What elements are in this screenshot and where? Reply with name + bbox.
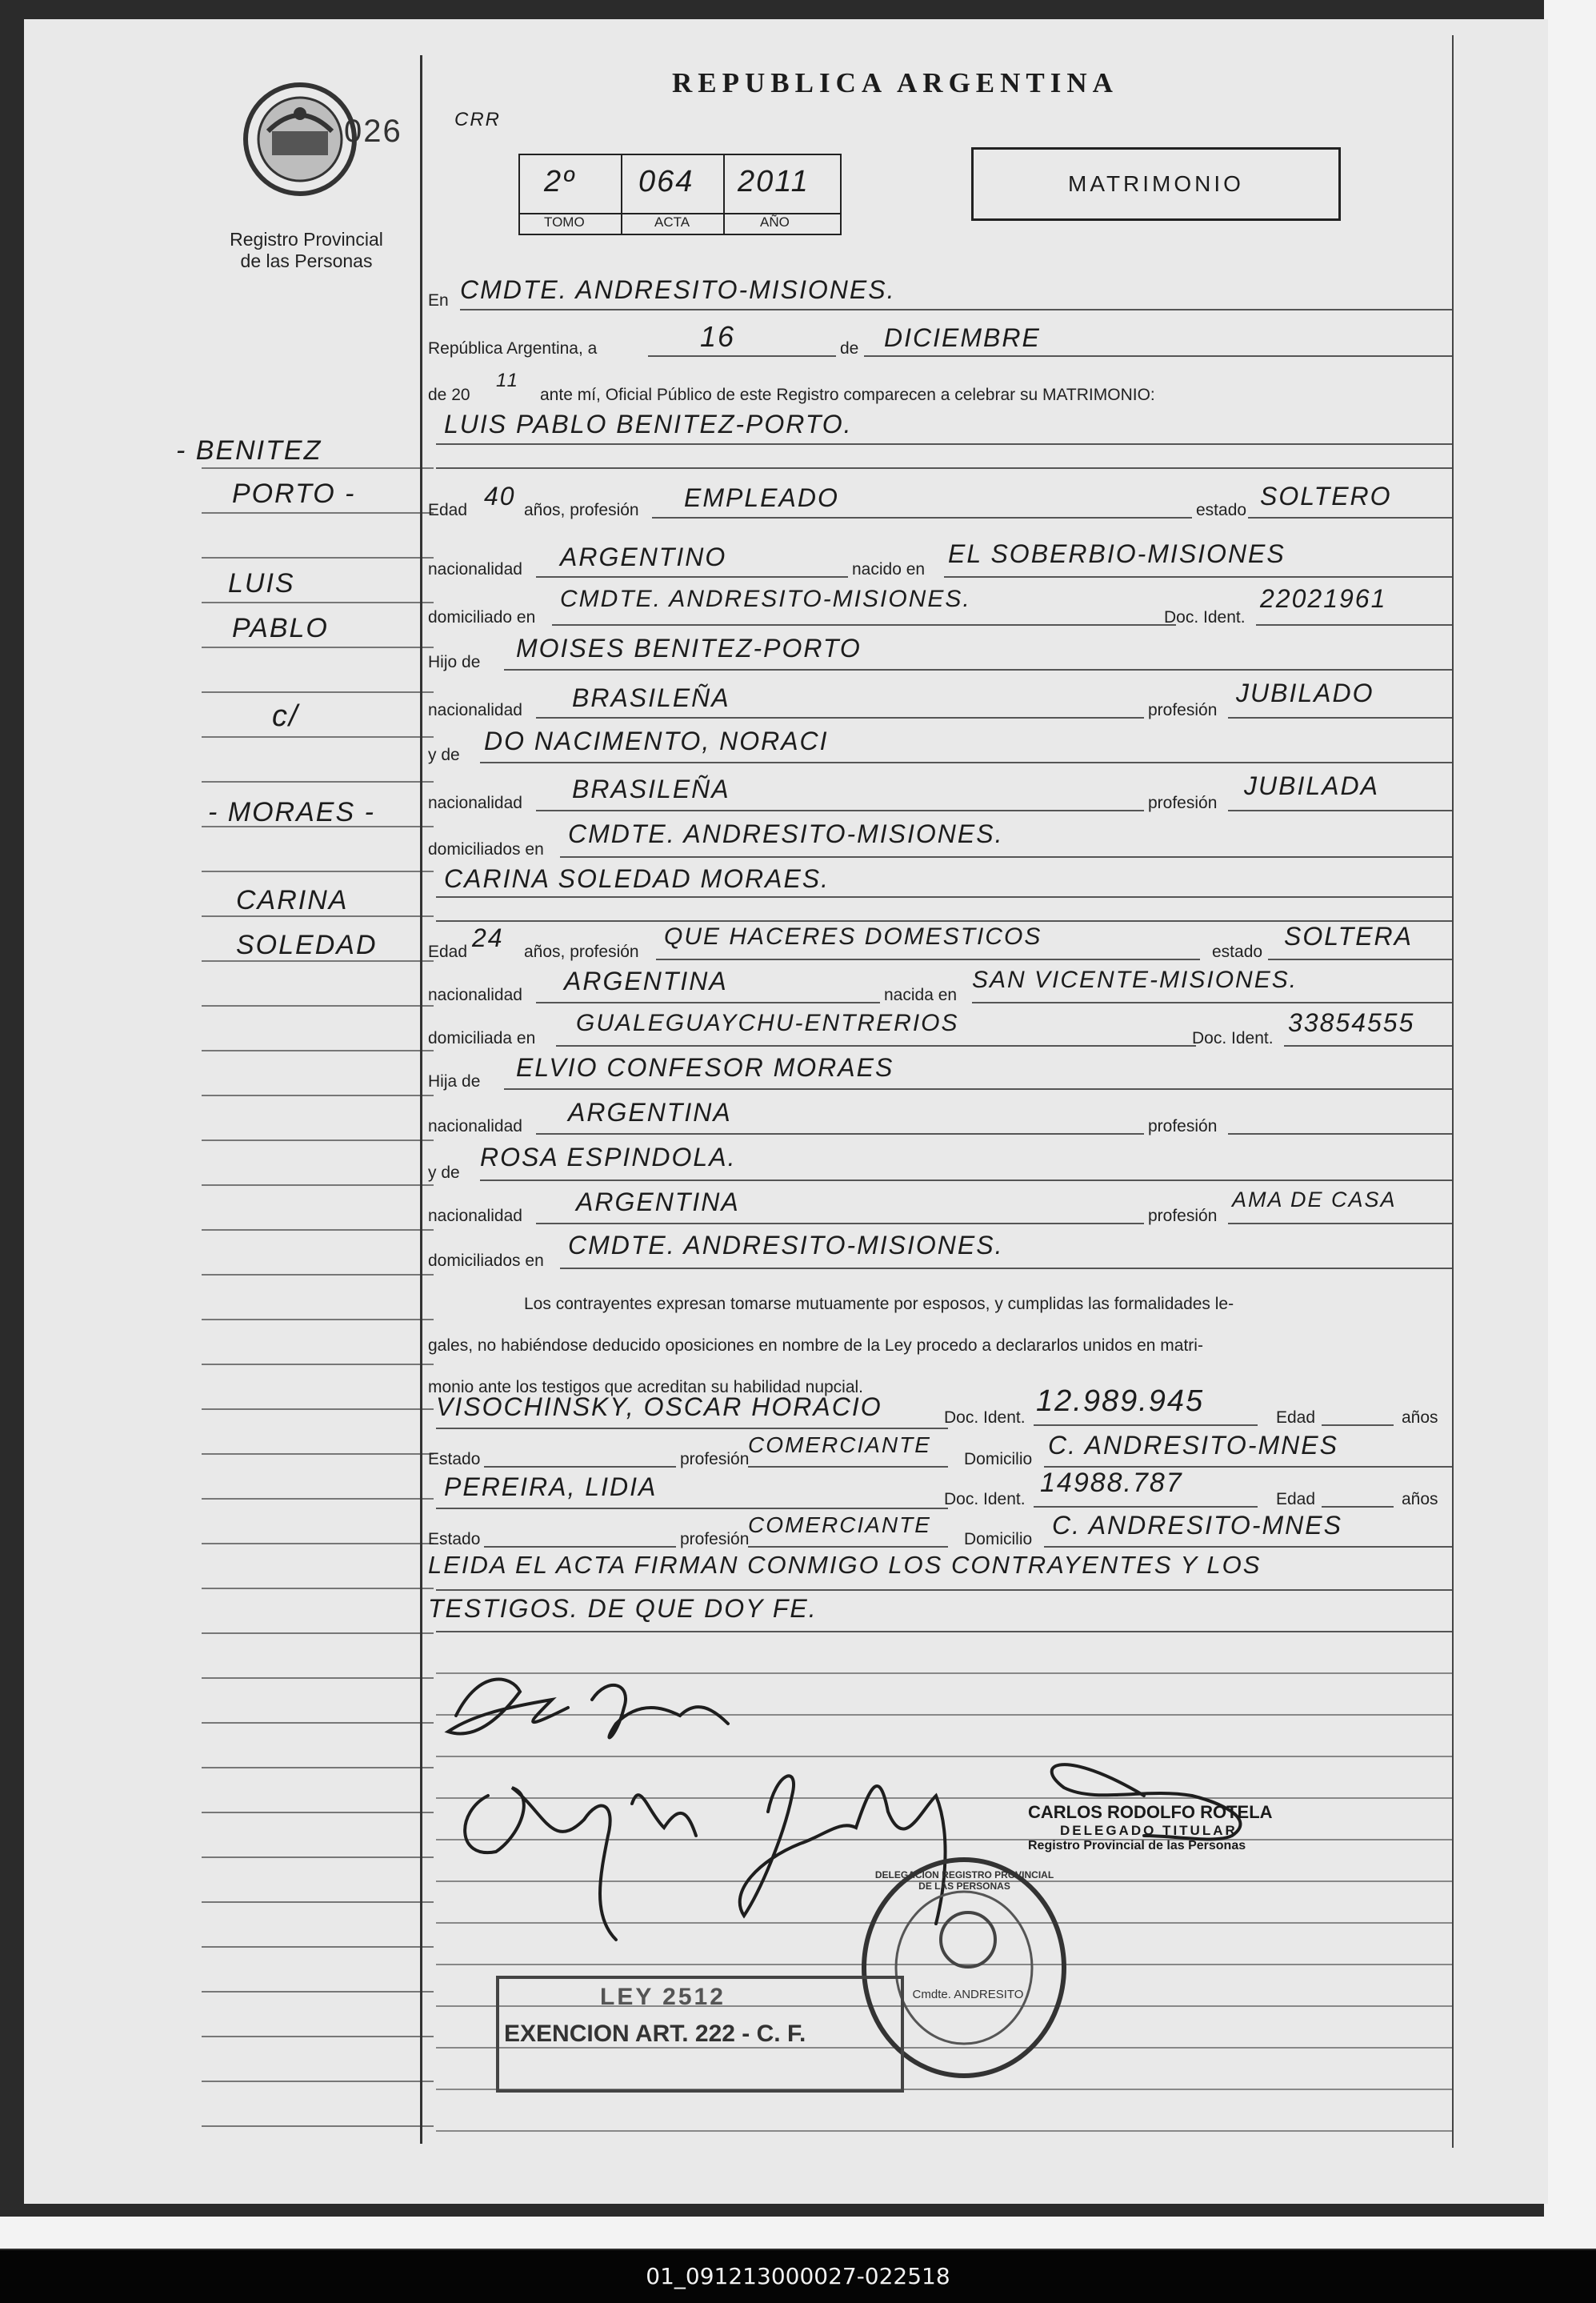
round-stamp-ring-text: DELEGACION REGISTRO PROVINCIAL DE LAS PERSONAS xyxy=(874,1869,1054,1892)
bride-address: GUALEGUAYCHU-ENTRERIOS xyxy=(576,1010,959,1036)
document-page xyxy=(24,19,1548,2204)
exemption-text: EXENCION ART. 222 - C. F. xyxy=(504,2021,806,2047)
exemption-stamp xyxy=(496,1976,904,2093)
label-anios-profesion: años, profesión xyxy=(524,501,639,519)
label-y-de: y de xyxy=(428,1164,460,1182)
groom-mother: DO NACIMENTO, NORACI xyxy=(484,727,829,755)
groom-mother-profession: JUBILADA xyxy=(1244,771,1379,800)
groom-name: LUIS PABLO BENITEZ-PORTO. xyxy=(444,410,853,439)
witness-1-address: C. ANDRESITO-MNES xyxy=(1048,1431,1338,1460)
label-profesion: profesión xyxy=(1148,1207,1218,1225)
officer-stamp xyxy=(1028,1802,1273,1853)
margin-note-8: SOLEDAD xyxy=(236,930,378,960)
margin-separator xyxy=(420,55,422,2144)
bride-mother-profession: AMA DE CASA xyxy=(1232,1188,1397,1212)
label-profesion: profesión xyxy=(1148,1117,1218,1135)
witness-2-document: 14988.787 xyxy=(1040,1468,1183,1498)
witness-2-address: C. ANDRESITO-MNES xyxy=(1052,1511,1342,1540)
act-month: DICIEMBRE xyxy=(884,323,1041,352)
officer-name: CARLOS RODOLFO ROTELA xyxy=(1028,1802,1273,1822)
label-ante-mi: ante mí, Oficial Público de este Registro comparecen a celebrar su MATRIMONIO: xyxy=(540,386,1155,404)
act-place: CMDTE. ANDRESITO-MISIONES. xyxy=(460,275,896,304)
label-estado: estado xyxy=(1196,501,1247,519)
record-number-box xyxy=(518,154,842,235)
scan-footer-code: 01_091213000027-022518 xyxy=(0,2250,1596,2303)
label-nacionalidad: nacionalidad xyxy=(428,701,522,719)
groom-marital-status: SOLTERO xyxy=(1260,482,1392,511)
margin-note-1: - BENITEZ xyxy=(176,435,322,466)
label-hijo-de: Hijo de xyxy=(428,653,481,671)
margin-note-2: PORTO - xyxy=(232,479,356,509)
exemption-law: LEY 2512 xyxy=(600,1984,726,2010)
label-nacido-en: nacido en xyxy=(852,560,926,579)
anio-value: 2011 xyxy=(738,165,810,198)
statement-line-1: Los contrayentes expresan tomarse mutuamente por esposos, y cumplidas las formalidades le- xyxy=(524,1295,1234,1313)
label-domiciliado-en: domiciliado en xyxy=(428,608,536,627)
bride-nationality: ARGENTINA xyxy=(564,967,728,995)
act-day: 16 xyxy=(700,320,736,353)
groom-nationality: ARGENTINO xyxy=(560,543,727,571)
label-domiciliados-en: domiciliados en xyxy=(428,1252,544,1270)
label-profesion: profesión xyxy=(680,1530,750,1548)
groom-age: 40 xyxy=(484,482,516,511)
bride-marital-status: SOLTERA xyxy=(1284,922,1413,951)
groom-address: CMDTE. ANDRESITO-MISIONES. xyxy=(560,586,971,612)
bride-name: CARINA SOLEDAD MORAES. xyxy=(444,864,830,893)
label-edad: Edad xyxy=(428,943,468,961)
label-edad: Edad xyxy=(1276,1408,1316,1427)
label-hija-de: Hija de xyxy=(428,1072,481,1091)
label-nacida-en: nacida en xyxy=(884,986,958,1004)
margin-note-7: CARINA xyxy=(236,885,349,915)
label-anios: años xyxy=(1402,1490,1438,1508)
label-profesion: profesión xyxy=(1148,794,1218,812)
label-domicilio: Domicilio xyxy=(964,1450,1033,1468)
registry-name: Registro Provincial de las Personas xyxy=(230,229,383,271)
margin-note-5: c/ xyxy=(272,699,299,733)
label-doc-ident: Doc. Ident. xyxy=(944,1408,1026,1427)
groom-father-nationality: BRASILEÑA xyxy=(572,683,730,712)
act-year-suffix: 11 xyxy=(496,370,519,391)
label-nacionalidad: nacionalidad xyxy=(428,794,522,812)
groom-birthplace: EL SOBERBIO-MISIONES xyxy=(948,539,1286,568)
label-edad: Edad xyxy=(1276,1490,1316,1508)
label-estado: Estado xyxy=(428,1450,481,1468)
label-estado: estado xyxy=(1212,943,1263,961)
witness-1-name: VISOCHINSKY, OSCAR HORACIO xyxy=(436,1392,882,1421)
label-nacionalidad: nacionalidad xyxy=(428,560,522,579)
label-republica: República Argentina, a xyxy=(428,339,598,358)
label-domicilio: Domicilio xyxy=(964,1530,1033,1548)
label-y-de: y de xyxy=(428,746,460,764)
closing-line-2: TESTIGOS. DE QUE DOY FE. xyxy=(428,1594,818,1623)
bride-document: 33854555 xyxy=(1288,1008,1415,1037)
groom-profession: EMPLEADO xyxy=(684,483,839,512)
bride-mother-nationality: ARGENTINA xyxy=(576,1188,740,1216)
margin-note-3: LUIS xyxy=(228,568,295,599)
witness-1-profession: COMERCIANTE xyxy=(748,1432,931,1457)
country-title: REPUBLICA ARGENTINA xyxy=(672,67,1118,98)
round-stamp-inner-text: Cmdte. ANDRESITO xyxy=(912,1988,1024,2001)
tomo-label: TOMO xyxy=(544,214,585,230)
page-bottom-edge xyxy=(0,2217,1596,2249)
label-edad: Edad xyxy=(428,501,468,519)
acta-value: 064 xyxy=(638,165,694,198)
label-nacionalidad: nacionalidad xyxy=(428,1117,522,1135)
label-domiciliada-en: domiciliada en xyxy=(428,1029,536,1047)
groom-mother-nationality: BRASILEÑA xyxy=(572,775,730,803)
act-type-box xyxy=(971,147,1341,221)
closing-line-1: LEIDA EL ACTA FIRMAN CONMIGO LOS CONTRAYENTES Y LOS xyxy=(428,1551,1262,1579)
statement-line-3: monio ante los testigos que acreditan su habilidad nupcial. xyxy=(428,1378,864,1396)
label-anios-profesion: años, profesión xyxy=(524,943,639,961)
tomo-value: 2º xyxy=(544,165,576,198)
margin-note-6: - MORAES - xyxy=(208,797,375,827)
bride-parents-address: CMDTE. ANDRESITO-MISIONES. xyxy=(568,1231,1004,1260)
label-doc-ident: Doc. Ident. xyxy=(1164,608,1246,627)
label-anios: años xyxy=(1402,1408,1438,1427)
stamp-number: 026 xyxy=(344,114,402,149)
bride-father-nationality: ARGENTINA xyxy=(568,1098,732,1127)
label-doc-ident: Doc. Ident. xyxy=(1192,1029,1274,1047)
label-nacionalidad: nacionalidad xyxy=(428,1207,522,1225)
label-profesion: profesión xyxy=(680,1450,750,1468)
act-type-label: MATRIMONIO xyxy=(1068,171,1244,196)
code-annotation: CRR xyxy=(454,109,501,130)
statement-line-2: gales, no habiéndose deducido oposiciones en nombre de la Ley procedo a declararlos unidos en matri- xyxy=(428,1336,1203,1355)
label-de: de xyxy=(840,339,859,358)
officer-title: DELEGADO TITULAR xyxy=(1060,1823,1238,1838)
label-doc-ident: Doc. Ident. xyxy=(944,1490,1026,1508)
acta-label: ACTA xyxy=(654,214,690,230)
bride-father: ELVIO CONFESOR MORAES xyxy=(516,1053,894,1082)
label-profesion: profesión xyxy=(1148,701,1218,719)
right-border xyxy=(1452,35,1454,2148)
label-domiciliados-en: domiciliados en xyxy=(428,840,544,859)
bride-age: 24 xyxy=(472,923,504,952)
label-estado: Estado xyxy=(428,1530,481,1548)
adjacent-page-edge xyxy=(1544,0,1596,2233)
bride-mother: ROSA ESPINDOLA. xyxy=(480,1143,737,1172)
groom-father-profession: JUBILADO xyxy=(1236,679,1374,707)
bride-profession: QUE HACERES DOMESTICOS xyxy=(664,923,1042,950)
margin-note-4: PABLO xyxy=(232,613,329,643)
label-nacionalidad: nacionalidad xyxy=(428,986,522,1004)
bride-birthplace: SAN VICENTE-MISIONES. xyxy=(972,967,1298,993)
label-de-20: de 20 xyxy=(428,386,470,404)
witness-1-document: 12.989.945 xyxy=(1036,1384,1205,1418)
groom-document: 22021961 xyxy=(1260,584,1387,613)
label-en: En xyxy=(428,291,449,310)
anio-label: AÑO xyxy=(760,214,790,230)
officer-registry: Registro Provincial de las Personas xyxy=(1028,1839,1246,1852)
witness-2-name: PEREIRA, LIDIA xyxy=(444,1472,658,1501)
witness-2-profession: COMERCIANTE xyxy=(748,1512,931,1537)
groom-father: MOISES BENITEZ-PORTO xyxy=(516,634,862,663)
groom-parents-address: CMDTE. ANDRESITO-MISIONES. xyxy=(568,819,1004,848)
